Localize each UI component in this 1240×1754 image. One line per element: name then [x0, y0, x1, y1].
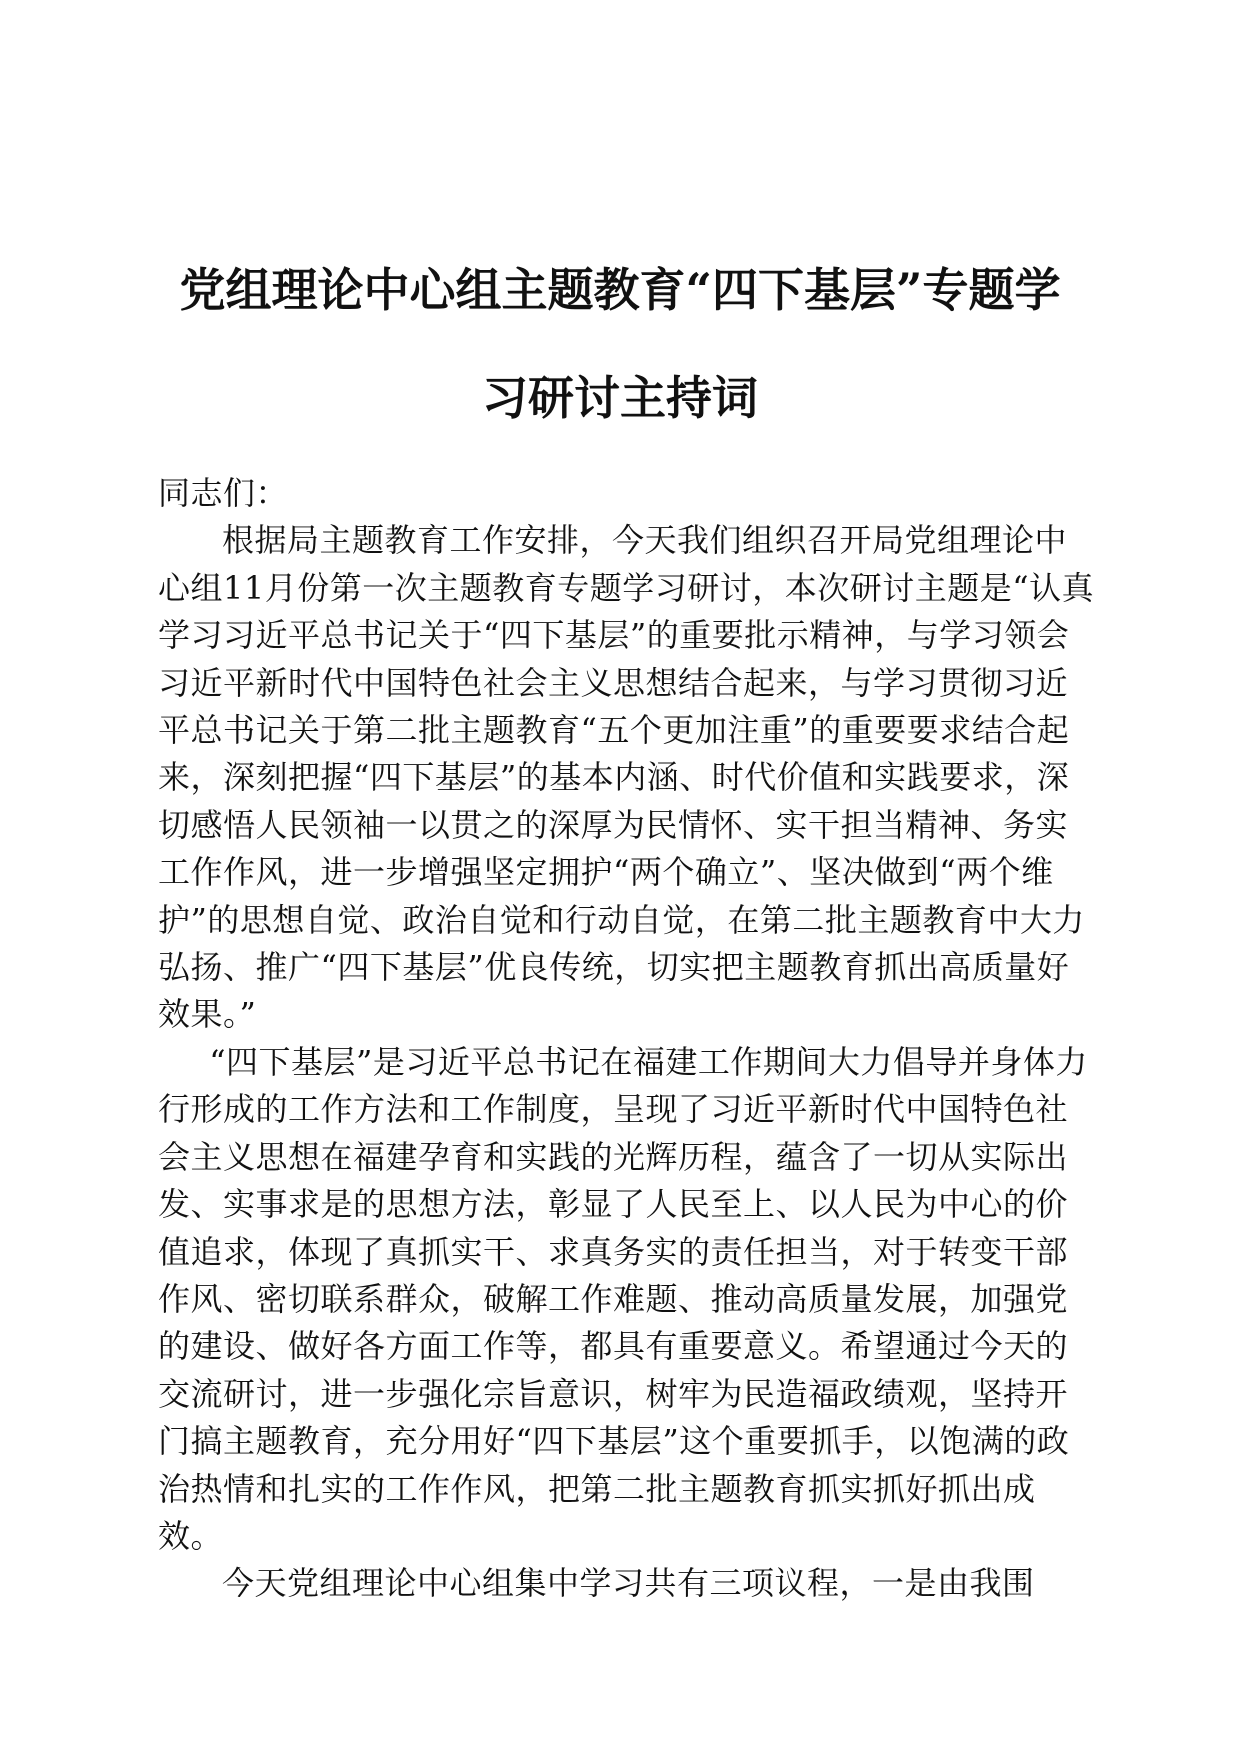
document-title [150, 236, 1090, 452]
salutation: 同志们： [158, 474, 289, 512]
title-line-2: 习研讨主持词 [482, 371, 758, 425]
paragraph-2: “四下基层”是习近平总书记在福建工作期间大力倡导并身体力行形成的工作方法和工作制度，呈现了习近平新时代中国特色社会主义思想在福建孕育和实践的光辉历程，蕴含了一切从实际出发、实事求是的思想方法，彰显了人民至上、以人民为中心的价值追求，体现了真抓实干、求真务实的责任担当，对于转变干部作风、密切联系群众，破解工作难题、推动高质量发展，加强党的建设、做好各方面工作等，都具有重要意义。希望通过今天的交流研讨，进一步强化宗旨意识，树牢为民造福政绩观，坚持开门搞主题教育，充分用好“四下基层”这个重要抓手，以饱满的政治热情和扎实的工作作风，把第二批主题教育抓实抓好抓出成效。 [158, 1042, 1088, 1555]
paragraph-3: 今天党组理论中心组集中学习共有三项议程，一是由我围 [222, 1564, 1035, 1603]
paragraph-1: 根据局主题教育工作安排，今天我们组织召开局党组理论中心组11月份第一次主题教育专题学习研讨，本次研讨主题是“认真学习习近平总书记关于“四下基层”的重要批示精神，与学习领会习近平新时代中国特色社会主义思想结合起来，与学习贯彻习近平总书记关于第二批主题教育“五个更加注重”的重要要求结合起来，深刻把握“四下基层”的基本内涵、时代价值和实践要求，深切感悟人民领袖一以贯之的深厚为民情怀、实干担当精神、务实工作作风，进一步增强坚定拥护“两个确立”、坚决做到“两个维护”的思想自觉、政治自觉和行动自觉，在第二批主题教育中大力弘扬、推广“四下基层”优良传统，切实把主题教育抓出高质量好效果。” [158, 521, 1095, 1034]
title-line-1: 党组理论中心组主题教育“四下基层”专题学 [179, 263, 1061, 317]
document-body [158, 470, 1098, 1608]
